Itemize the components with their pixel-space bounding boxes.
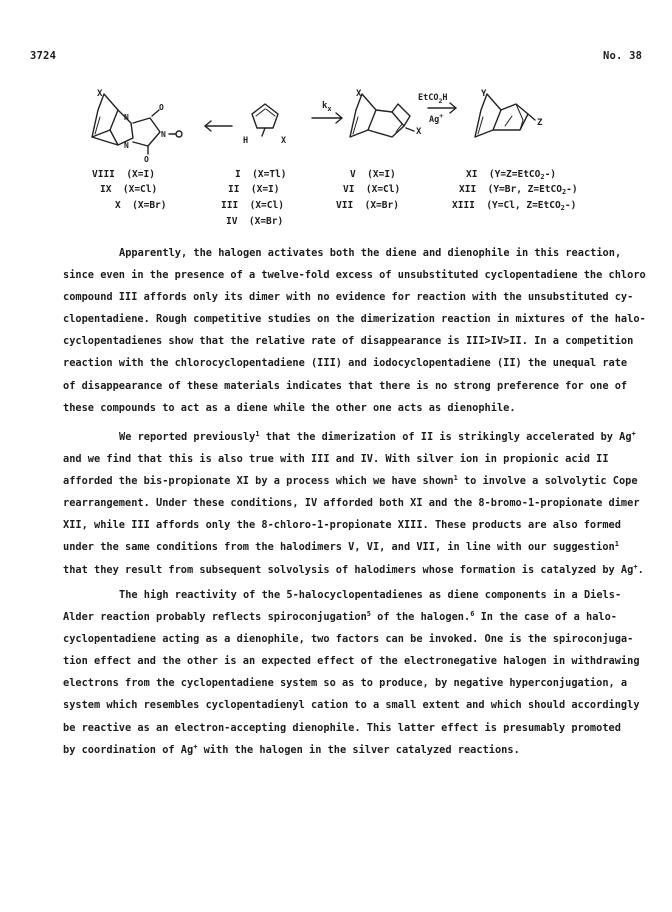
compound-label-x: X (X=Br) <box>115 200 167 211</box>
compound-label-ii: II (X=I) <box>228 184 280 195</box>
text-line: clopentadiene. Rough competitive studies on the dimerization reaction in mixtures of the halo- <box>63 313 646 326</box>
halodimer-structure <box>350 89 422 137</box>
compound-label-xiii: XIII (Y=Cl, Z=EtCO$_2$-) <box>452 200 577 212</box>
text-line: these compounds to act as a diene while the other one acts as dienophile. <box>63 401 516 414</box>
text-line: be reactive as an electron-accepting dienophile. This latter effect is presumably promoted <box>63 721 621 734</box>
reaction-arrow-kx <box>312 101 342 123</box>
reagent-propionic-acid: EtCO$_2$H <box>418 93 448 105</box>
text-line: cyclopentadiene acting as a dienophile, two factors can be invoked. One is the spiroconjuga- <box>63 633 634 646</box>
propionate-dimer-structure <box>475 89 543 137</box>
compound-label-vii: VII (X=Br) <box>336 200 399 211</box>
ring-n-label-2: N <box>124 141 129 150</box>
reaction-scheme <box>0 82 672 242</box>
cyclopentadiene-structure <box>243 104 286 146</box>
substituent-x-label: X <box>281 136 287 146</box>
text-line: by coordination of Ag+ with the halogen in the silver catalyzed reactions. <box>63 742 520 756</box>
compound-label-xi: XI (Y=Z=EtCO$_2$-) <box>466 169 557 181</box>
substituent-z-label: Z <box>537 118 543 128</box>
journal-issue: No. 38 <box>603 50 643 62</box>
text-line: reaction with the chlorocyclopentadiene (III) and iodocyclopentadiene (II) the unequal rate <box>63 357 628 370</box>
compound-label-v: V (X=I) <box>350 169 396 180</box>
text-line: afforded the bis-propionate XI by a process which we have shown$^1$ to involve a solvolytic Cope <box>63 474 638 488</box>
reaction-arrow-left <box>205 121 232 131</box>
text-line: rearrangement. Under these conditions, IV afforded both XI and the 8-bromo-1-propionate dimer <box>63 497 640 510</box>
text-line: Apparently, the halogen activates both the diene and dienophile in this reaction, <box>119 247 622 259</box>
text-line: and we find that this is also true with III and IV. With silver ion in propionic acid II <box>63 453 609 466</box>
paragraph-silver-catalysis <box>63 426 644 581</box>
text-line: XII, while III affords only the 8-chloro-1-propionate XIII. These products are also formed <box>63 519 621 532</box>
hydrogen-h-label: H <box>243 136 249 146</box>
page-number: 3724 <box>30 50 57 62</box>
substituent-x-label: X <box>416 127 422 137</box>
ring-n-label-1: N <box>124 113 129 122</box>
text-line: Alder reaction probably reflects spiroconjugation$^5$ of the halogen.$^6$ In the case of a halo- <box>63 610 617 624</box>
text-line: of disappearance of these materials indicates that there is no strong preference for one of <box>63 379 628 392</box>
text-line: tion effect and the other is an expected effect of the electronegative halogen in withdrawing <box>63 655 640 668</box>
text-line: electrons from the cyclopentadiene system so as to produce, by negative hyperconjugation, a <box>63 677 628 690</box>
text-line: The high reactivity of the 5-halocyclopentadienes as diene components in a Diels- <box>119 589 622 601</box>
substituent-y-label: Y <box>481 89 487 99</box>
text-line: We reported previously$^1$ that the dimerization of II is strikingly accelerated by Ag+ <box>119 430 636 443</box>
compound-label-vi: VI (X=Cl) <box>343 184 401 195</box>
text-line: under the same conditions from the halodimers V, VI, and VII, in line with our suggestion$^1$ <box>63 540 619 554</box>
paragraph-halogen-activation <box>63 242 646 419</box>
text-line: since even in the presence of a twelve-fold excess of unsubstituted cyclopentadiene the chloro <box>63 269 646 282</box>
reaction-arrow-solvolysis <box>418 93 456 125</box>
carbonyl-o-label-2: O <box>144 155 149 164</box>
carbonyl-o-label-1: O <box>159 103 164 112</box>
reagent-silver-ion: Ag+ <box>429 112 444 125</box>
compound-label-iii: III (X=Cl) <box>221 200 284 211</box>
text-line: cyclopentadienes show that the relative rate of disappearance is III>IV>II. In a competition <box>63 335 634 348</box>
triazolinedione-adduct-structure <box>92 89 182 164</box>
compound-label-viii: VIII (X=I) <box>92 169 155 180</box>
substituent-x-label: X <box>356 89 362 99</box>
rate-constant-label: $k_x$ <box>322 101 332 113</box>
text-line: that they result from subsequent solvolysis of halodimers whose formation is catalyzed by Ag+. <box>63 562 644 576</box>
compound-label-xii: XII (Y=Br, Z=EtCO$_2$-) <box>459 184 578 196</box>
text-line: compound III affords only its dimer with no evidence for reaction with the unsubstituted cy- <box>63 291 634 304</box>
text-line: system which resembles cyclopentadienyl cation to a small extent and which should accordingly <box>63 699 640 712</box>
substituent-x-label: X <box>97 89 103 99</box>
compound-label-i: I (X=Tl) <box>235 169 287 180</box>
ring-n-phenyl-label: N <box>161 130 166 139</box>
compound-label-ix: IX (X=Cl) <box>100 184 158 195</box>
paragraph-reactivity-discussion <box>63 584 640 761</box>
compound-label-iv: IV (X=Br) <box>226 216 284 227</box>
